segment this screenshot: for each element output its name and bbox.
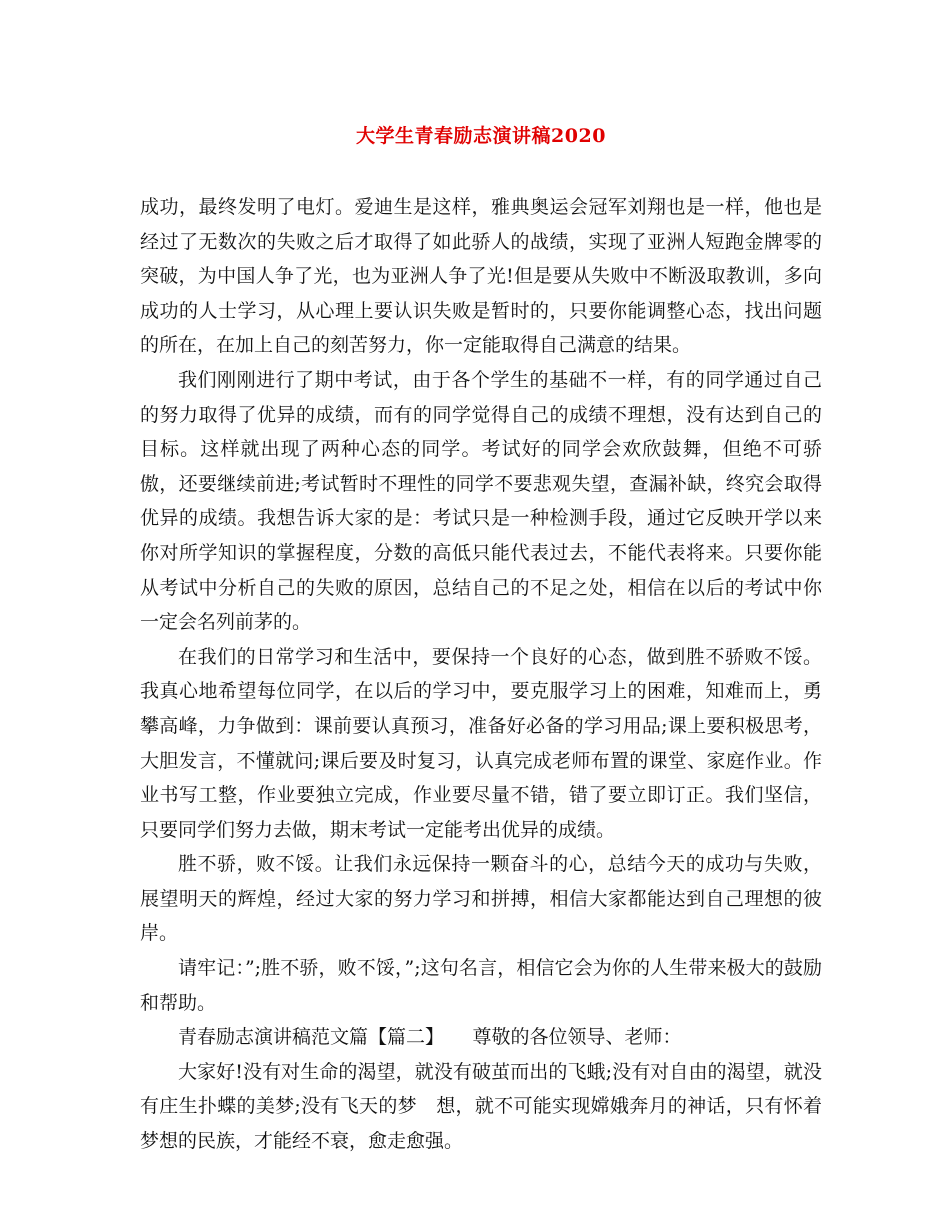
paragraph-2: 我们刚刚进行了期中考试，由于各个学生的基础不一样，有的同学通过自己的努力取得了优异的成绩，而有的同学觉得自己的成绩不理想，没有达到自己的目标。这样就出现了两种心态的同学。考试好的同学会欢欣鼓舞，但绝不可骄傲，还要继续前进;考试暂时不理性的同学不要悲观失望，查漏补缺，终究会取得优异的成绩。我想告诉大家的是：考试只是一种检测手段，通过它反映开学以来你对所学知识的掌握程度，分数的高低只能代表过去，不能代表将来。只要你能从考试中分析自己的失败的原因，总结自己的不足之处，相信在以后的考试中你一定会名列前茅的。	[140, 368, 822, 634]
document-title: 大学生青春励志演讲稿2020	[356, 125, 606, 147]
paragraph-6: 大家好!没有对生命的渴望，就没有破茧而出的飞蛾;没有对自由的渴望，就没有庄生扑蝶的美梦;没有飞天的梦 想，就不可能实现嫦娥奔月的神话，只有怀着梦想的民族，才能经不衰，愈走愈强。	[140, 1060, 822, 1153]
paragraph-5: 请牢记：”;胜不骄，败不馁，”;这句名言，相信它会为你的人生带来极大的鼓励和帮助。	[140, 957, 822, 1014]
section-heading-2: 青春励志演讲稿范文篇【篇二】 尊敬的各位领导、老师：	[178, 1026, 682, 1049]
paragraph-4: 胜不骄，败不馁。让我们永远保持一颗奋斗的心，总结今天的成功与失败，展望明天的辉煌，经过大家的努力学习和拼搏，相信大家都能达到自己理想的彼岸。	[140, 853, 822, 945]
paragraph-3: 在我们的日常学习和生活中，要保持一个良好的心态，做到胜不骄败不馁。我真心地希望每位同学，在以后的学习中，要克服学习上的困难，知难而上，勇攀高峰，力争做到：课前要认真预习，准备好必备的学习用品;课上要积极思考，大胆发言，不懂就问;课后要及时复习，认真完成老师布置的课堂、家庭作业。作业书写工整，作业要独立完成，作业要尽量不错，错了要立即订正。我们坚信，只要同学们努力去做，期末考试一定能考出优异的成绩。	[140, 645, 822, 841]
paragraph-1: 成功，最终发明了电灯。爱迪生是这样，雅典奥运会冠军刘翔也是一样，他也是经过了无数次的失败之后才取得了如此骄人的战绩，实现了亚洲人短跑金牌零的突破，为中国人争了光，也为亚洲人争了光!但是要从失败中不断汲取教训，多向成功的人士学习，从心理上要认识失败是暂时的，只要你能调整心态，找出问题的所在，在加上自己的刻苦努力，你一定能取得自己满意的结果。	[140, 196, 822, 357]
